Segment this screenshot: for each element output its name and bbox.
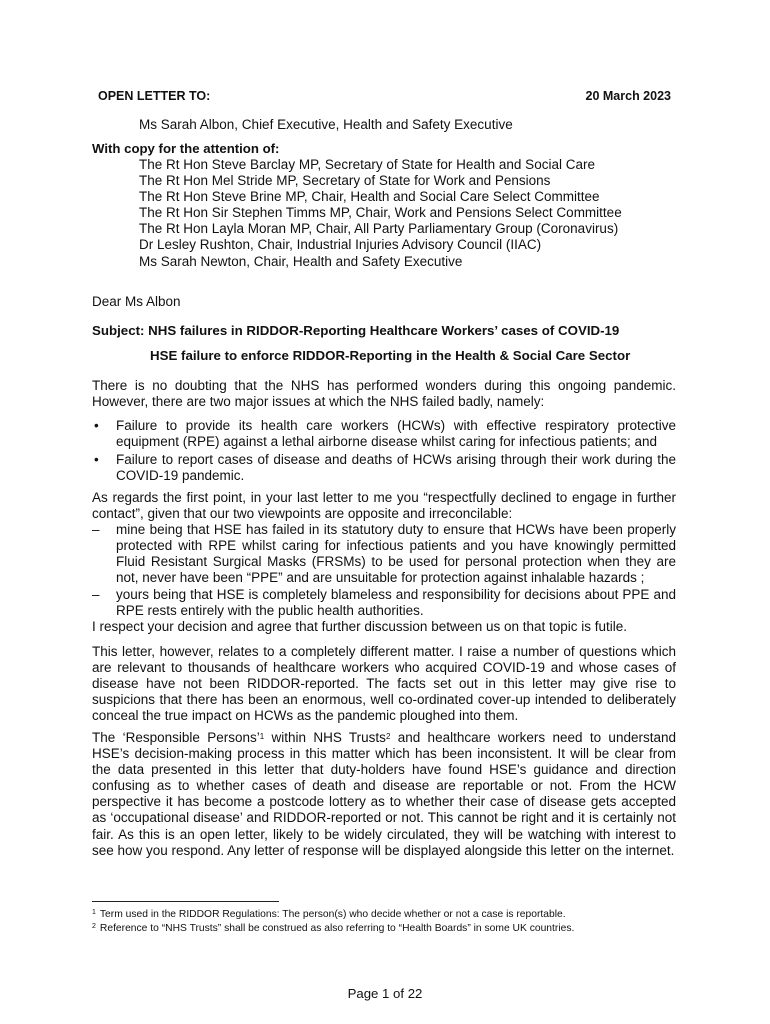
footnote-text: Term used in the RIDDOR Regulations: The person(s) who decide whether or not a case is reportable.: [99, 909, 566, 920]
footnote-number: 1: [92, 909, 96, 916]
recipient: Ms Sarah Albon, Chief Executive, Health and Safety Executive: [139, 117, 513, 132]
paragraph-viewpoints: [92, 490, 676, 635]
bullet-list: [92, 418, 676, 486]
letter-date: 20 March 2023: [585, 89, 671, 103]
copy-list-item: Ms Sarah Newton, Chair, Health and Safety Executive: [139, 253, 463, 269]
copy-list-item: The Rt Hon Layla Moran MP, Chair, All Party Parliamentary Group (Coronavirus): [139, 221, 619, 237]
footnote-ref-1[interactable]: 1: [259, 732, 265, 741]
dash-text: mine being that HSE has failed in its statutory duty to ensure that HCWs have been properly protected with RPE whilst caring for infectious patients and you have knowingly permitted Fluid Resistant Surgical Masks (FRSMs) to be used for personal protection when they are not, never have been “PPE” and are unsuitable for protection against inhalable hazards ;: [116, 522, 676, 586]
copy-list-item: The Rt Hon Steve Barclay MP, Secretary of State for Health and Social Care: [139, 157, 595, 172]
copy-list-item: Dr Lesley Rushton, Chair, Industrial Injuries Advisory Council (IIAC): [139, 237, 542, 253]
bullet-text: Failure to report cases of disease and deaths of HCWs arising through their work during the COVID-19 pandemic.: [116, 452, 676, 484]
paragraph-intro: There is no doubting that the NHS has performed wonders during this ongoing pandemic. However, there are two major issues at which the NHS failed badly, namely:: [92, 378, 676, 410]
bullet-item: [92, 418, 676, 450]
open-letter-label: OPEN LETTER TO:: [98, 89, 211, 103]
viewpoints-intro: As regards the first point, in your last letter to me you “respectfully declined to engage in further contact”, given that our two viewpoints are opposite and irreconcilable:: [92, 490, 676, 522]
bullet-mark: •: [94, 452, 99, 468]
bullet-text: Failure to provide its health care workers (HCWs) with effective respiratory protective equipment (RPE) against a lethal airborne disease whilst caring for infectious patients; and: [116, 418, 676, 450]
copy-heading: With copy for the attention of:: [92, 141, 280, 156]
footnote-1: [92, 908, 566, 921]
bullet-item: [92, 452, 676, 484]
footnote-number: 2: [92, 923, 96, 930]
copy-list-item: The Rt Hon Steve Brine MP, Chair, Health and Social Care Select Committee: [139, 189, 600, 205]
dash-mark: –: [92, 586, 100, 602]
footnote-divider: [92, 901, 279, 902]
viewpoints-close: I respect your decision and agree that further discussion between us on that topic is futile.: [92, 618, 628, 634]
copy-list-item: The Rt Hon Mel Stride MP, Secretary of State for Work and Pensions: [139, 173, 551, 189]
page-number: Page 1 of 22: [347, 986, 423, 1001]
dash-item: [92, 587, 676, 619]
footnote-text: Reference to “NHS Trusts” shall be construed as also referring to “Health Boards” in some UK countries.: [99, 923, 575, 934]
footnote-2: [92, 922, 574, 935]
para4-text-c: and healthcare workers need to understand HSE’s decision-making process in this matter which has been inconsistent. It will be clear from the data presented in this letter that duty-holders have found HSE’s guidance and direction confusing as to whether cases of death and disease are reportable or not. From the HCW perspective it has become a postcode lottery as to whether their case of disease gets accepted as ‘occupational disease’ and RIDDOR-reported or not. This cannot be right and it is certainly not fair. As this is an open letter, likely to be widely circulated, they will be watching with interest to see how you respond. Any letter of response will be displayed alongside this letter on the internet.: [92, 730, 676, 858]
subject-line-2: HSE failure to enforce RIDDOR-Reporting in the Health & Social Care Sector: [150, 348, 631, 363]
para4-text-a: The ‘Responsible Persons’: [92, 730, 260, 745]
copy-list: [139, 157, 622, 270]
paragraph-responsible-persons: [92, 730, 676, 859]
dash-text: yours being that HSE is completely blameless and responsibility for decisions about PPE and RPE rests entirely with the public health authorities.: [116, 586, 676, 618]
copy-list-item: The Rt Hon Sir Stephen Timms MP, Chair, Work and Pensions Select Committee: [139, 205, 622, 221]
bullet-mark: •: [94, 418, 99, 433]
para4-text-b: within NHS Trusts: [264, 730, 386, 745]
subject-line-1: Subject: NHS failures in RIDDOR-Reporting Healthcare Workers’ cases of COVID-19: [92, 323, 620, 338]
dash-mark: –: [92, 522, 100, 538]
paragraph-matter: This letter, however, relates to a completely different matter. I raise a number of questions which are relevant to thousands of healthcare workers who acquired COVID-19 and whose cases of disease have not been RIDDOR-reported. The facts set out in this letter may give rise to suspicions that there has been an enormous, well co-ordinated cover-up intended to deliberately conceal the true impact on HCWs as the pandemic ploughed into them.: [92, 644, 676, 724]
salutation: Dear Ms Albon: [92, 294, 181, 309]
footnote-ref-2[interactable]: 2: [385, 732, 391, 741]
dash-item: [92, 522, 676, 586]
